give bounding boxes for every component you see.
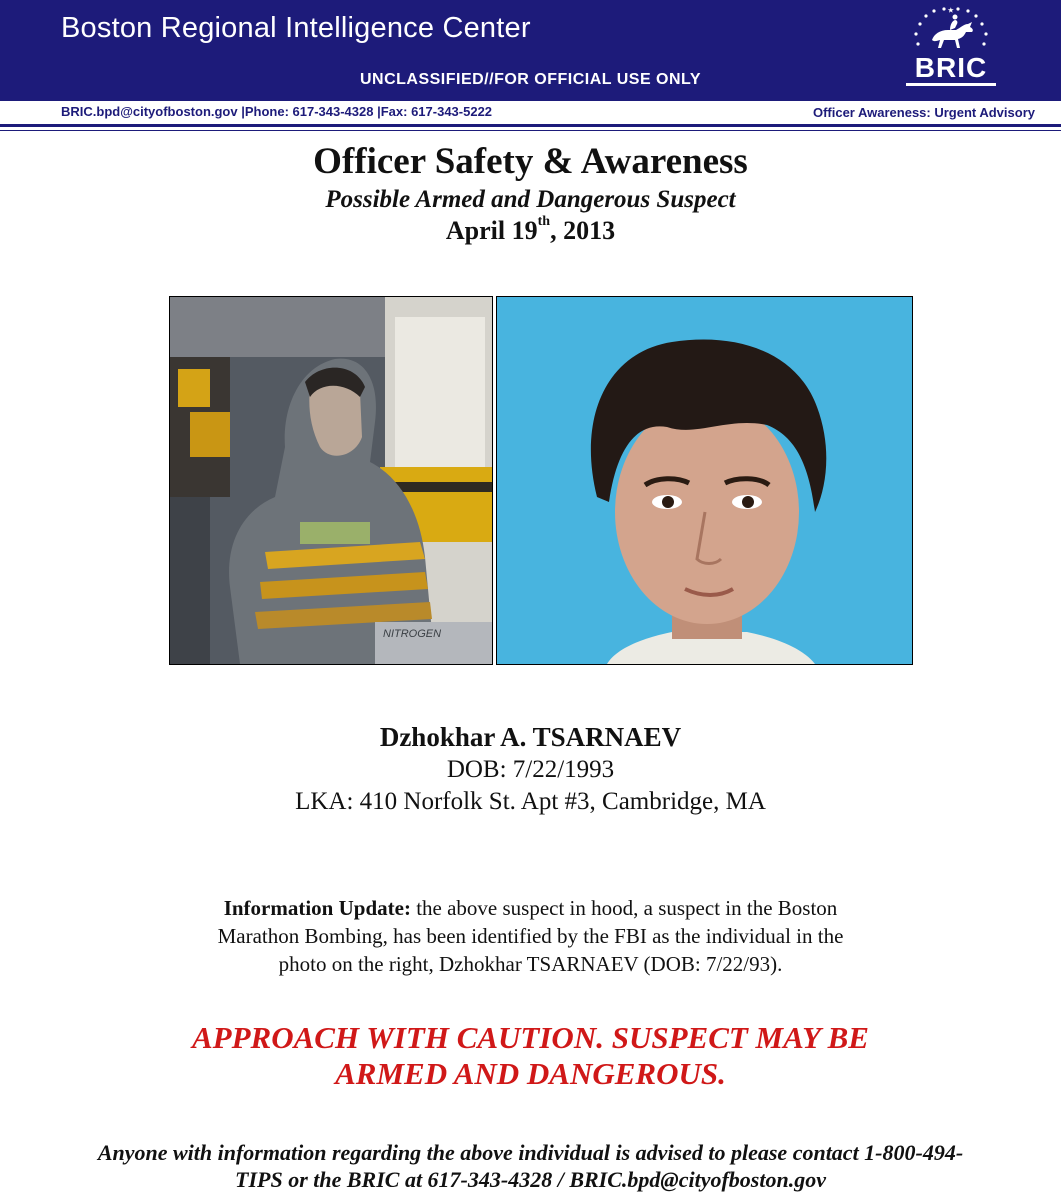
update-label: Information Update: bbox=[223, 896, 411, 920]
id-photo bbox=[496, 296, 913, 665]
suspect-name: Dzhokhar A. TSARNAEV bbox=[379, 722, 682, 752]
suspect-last-known-address: LKA: 410 Norfolk St. Apt #3, Cambridge, MA bbox=[295, 788, 766, 815]
suspect-dob: DOB: 7/22/1993 bbox=[446, 756, 615, 783]
contact-rule-thin bbox=[0, 130, 1061, 131]
bulletin-date: April 19th, 2013 bbox=[445, 214, 616, 245]
advisory-label: Officer Awareness: Urgent Advisory bbox=[812, 105, 1035, 120]
contact-info: BRIC.bpd@cityofboston.gov |Phone: 617-343-4328 |Fax: 617-343-5222 bbox=[61, 104, 493, 119]
horse-rider-stars-icon bbox=[898, 6, 1004, 56]
bulletin-subtitle: Possible Armed and Dangerous Suspect bbox=[325, 186, 736, 213]
bric-logo bbox=[898, 6, 1004, 90]
caution-warning: APPROACH WITH CAUTION. SUSPECT MAY BE ARMED AND DANGEROUS. bbox=[192, 1020, 869, 1091]
contact-footer: Anyone with information regarding the above individual is advised to please contact 1-800-494- TIPS or the BRIC at 617-343-4328 / BRIC.bpd@cityofboston.gov bbox=[97, 1140, 964, 1192]
header-banner bbox=[0, 0, 1061, 97]
information-update: Information Update: the above suspect in hood, a suspect in the Boston Marathon Bombing, has been identified by the FBI as the individual in the photo on the right, Dzhokhar TSARNAEV (DOB: 7/22/93). bbox=[217, 896, 844, 976]
bulletin-title: Officer Safety & Awareness bbox=[313, 141, 748, 182]
logo-underline bbox=[906, 83, 996, 86]
classification-marking: UNCLASSIFIED//FOR OFFICIAL USE ONLY bbox=[359, 71, 702, 88]
contact-bar bbox=[0, 101, 1061, 123]
surveillance-photo bbox=[169, 296, 493, 665]
logo-text: BRIC bbox=[914, 52, 988, 83]
organization-name: Boston Regional Intelligence Center bbox=[61, 12, 531, 44]
contact-rule bbox=[0, 124, 1061, 127]
bag-label: NITROGEN bbox=[383, 628, 442, 640]
